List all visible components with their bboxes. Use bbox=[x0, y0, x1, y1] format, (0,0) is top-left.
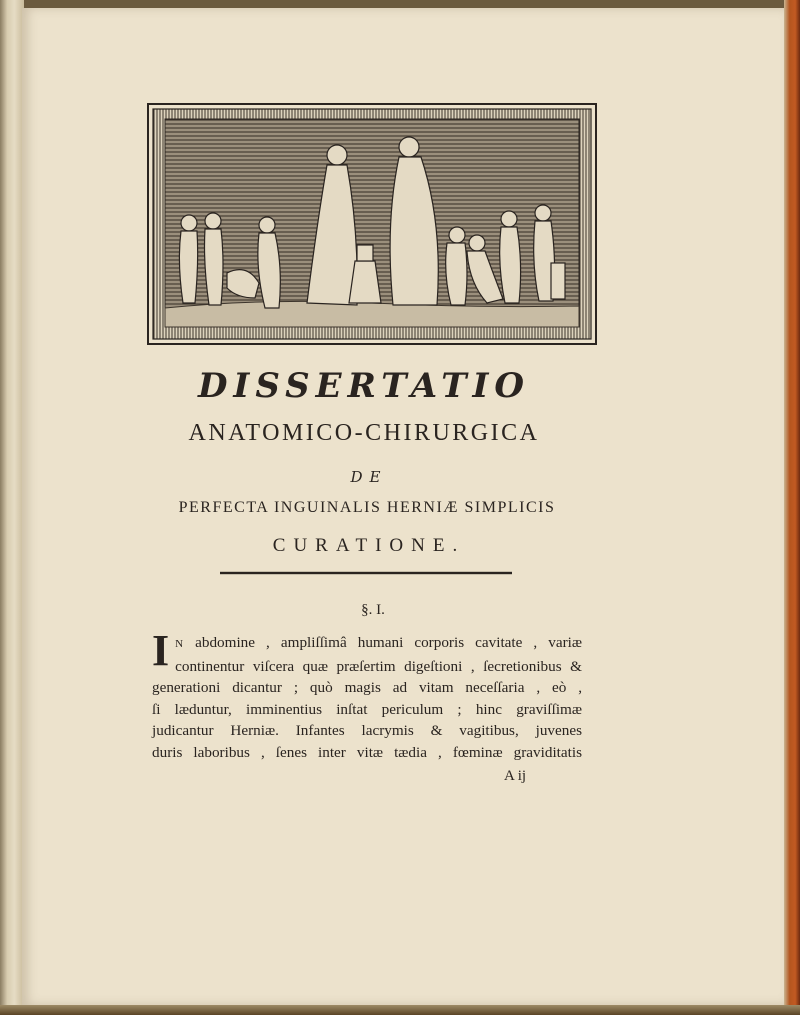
engraved-vignette bbox=[147, 103, 597, 345]
title-line-4: CURATIONE. bbox=[272, 535, 466, 556]
book-page bbox=[22, 8, 784, 1005]
title-main: DISSERTATIO bbox=[197, 366, 531, 406]
body-line-first bbox=[152, 632, 582, 656]
title-line-3: PERFECTA INGUINALIS HERNIÆ SIMPLICIS bbox=[178, 499, 556, 516]
body-paragraph bbox=[152, 626, 582, 763]
section-heading: §. I. bbox=[361, 602, 385, 618]
body-line: generationi dicantur ; quò magis ad vitam neceſſaria , eò , bbox=[152, 679, 582, 696]
book-left-edge bbox=[0, 0, 24, 1015]
ornamental-rule bbox=[220, 571, 512, 575]
body-line-first-text: abdomine , ampliſſimâ humani corporis cavitate , variæ bbox=[195, 634, 582, 651]
book-right-edge bbox=[784, 0, 800, 1015]
book-bottom-edge bbox=[0, 1005, 800, 1015]
title-subtitle: ANATOMICO-CHIRURGICA bbox=[188, 420, 540, 446]
body-line: continentur viſcera quæ præſertim digeſtioni , ſecretionibus & bbox=[175, 657, 582, 675]
title-de: DE bbox=[350, 468, 388, 486]
drop-cap: I bbox=[152, 626, 170, 675]
body-line: ſi læduntur, imminentius inſtat periculum ; hinc graviſſimæ bbox=[152, 700, 582, 718]
drop-cap-rest: N bbox=[175, 638, 185, 650]
body-line: duris laboribus , ſenes inter vitæ tædia , fœminæ graviditatis bbox=[152, 743, 582, 761]
signature-mark: A ij bbox=[504, 768, 527, 784]
body-line: judicantur Herniæ. Infantes lacrymis & vagitibus, juvenes bbox=[152, 722, 582, 739]
